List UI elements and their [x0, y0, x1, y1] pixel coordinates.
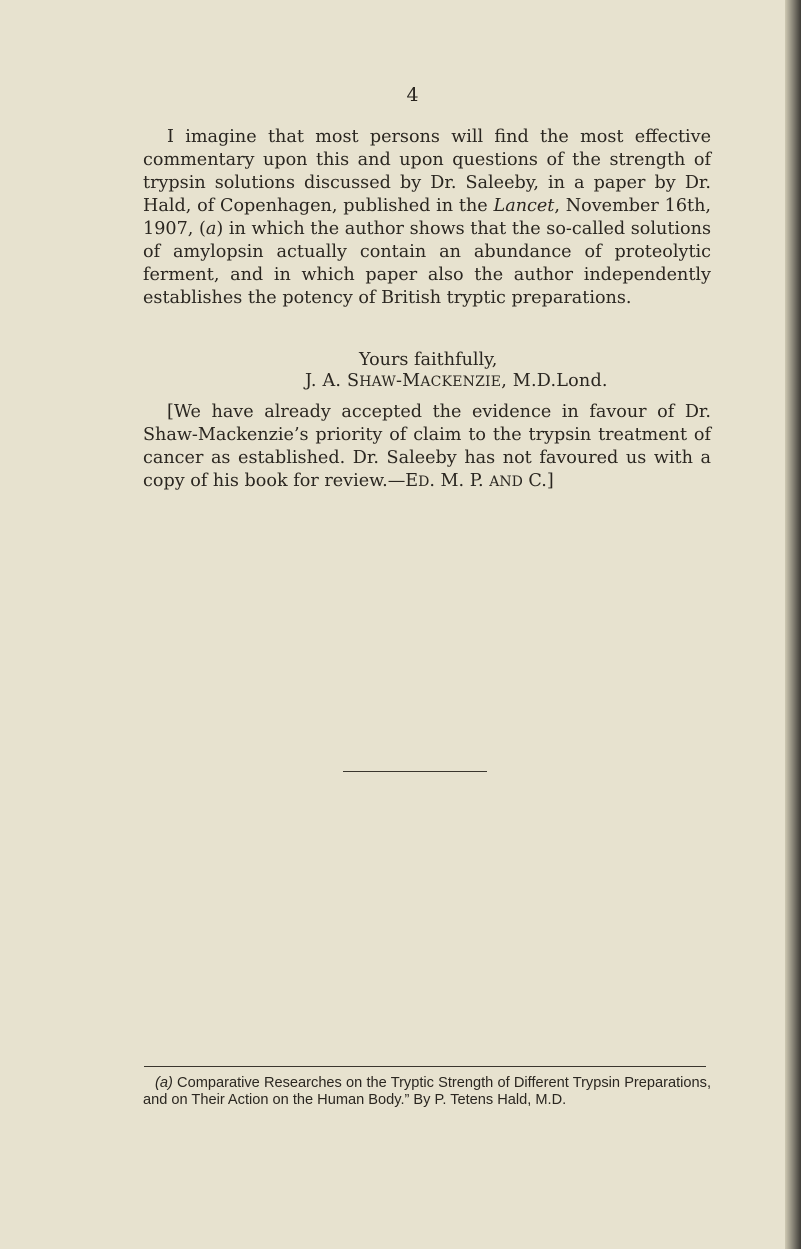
letter-closing: Yours faithfully, [359, 350, 498, 370]
paragraph-text: I imagine that most persons will find the most effective commentary upon this and upon questions of the strength of trypsin solutions discussed by Dr. Saleeby, in a paper by Dr. Hald, of Copenhagen, published in the [143, 127, 711, 216]
footnote-rule [144, 1066, 706, 1067]
footnote-marker: (a) [155, 1075, 173, 1091]
page-number: 4 [406, 84, 419, 106]
page-edge [785, 0, 801, 1249]
letter-paragraph [143, 126, 711, 310]
paragraph-text-end: ) in which the author shows that the so-called solutions of amylopsin actually contain an abundance of proteolytic ferment, and in which paper also the author independently establishes the potency of British tryptic preparations. [143, 219, 712, 308]
journal-title: Lancet [493, 196, 555, 216]
signature: J. A. SHAW-MACKENZIE, M.D.Lond. [305, 371, 608, 391]
editor-note: [We have already accepted the evidence in favour of Dr. Shaw-Mackenzie’s priority of claim to the trypsin treatment of cancer as established. Dr. Saleeby has not favoured us with a copy of his book for review.—ED. M. P. AND C.] [143, 402, 711, 491]
section-divider [343, 771, 487, 772]
footnote [143, 1075, 711, 1109]
footnote-reference: a [205, 219, 217, 239]
footnote-text: Comparative Researches on the Tryptic Strength of Different Trypsin Preparations, and on Their Action on the Human Body.” By P. Tetens Hald, M.D. [143, 1075, 711, 1108]
paragraph-text-continued: , November 16th, 1907, ( [143, 196, 712, 239]
